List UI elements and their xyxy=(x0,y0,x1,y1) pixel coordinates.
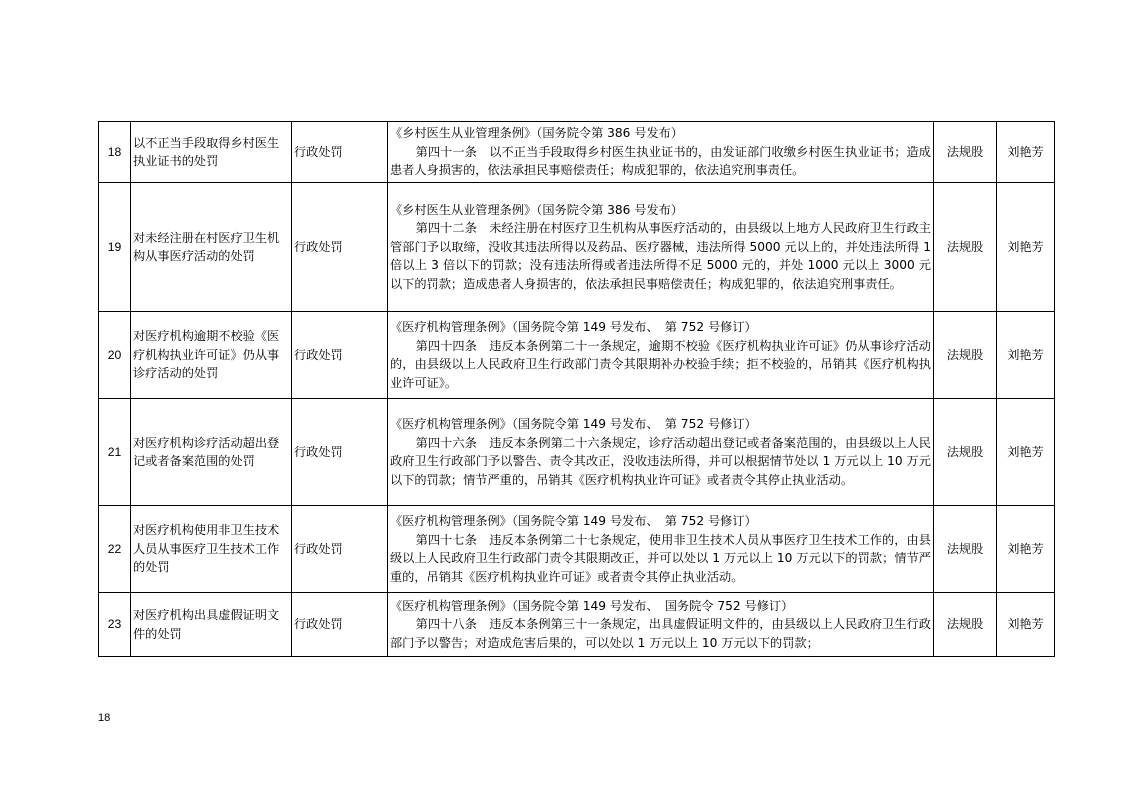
legal-basis xyxy=(388,183,934,312)
department: 法规股 xyxy=(934,312,997,399)
page-number: 18 xyxy=(98,712,111,724)
legal-basis xyxy=(388,312,934,399)
table-row xyxy=(99,312,1055,399)
basis-title: 《医疗机构管理条例》（国务院令第 149 号发布、 国务院令 752 号修订） xyxy=(390,598,794,613)
basis-title: 《乡村医生从业管理条例》（国务院令第 386 号发布） xyxy=(390,126,684,141)
table-row xyxy=(99,122,1055,183)
table-row xyxy=(99,593,1055,657)
table-row xyxy=(99,183,1055,312)
basis-text: 第四十六条 违反本条例第二十六条规定，诊疗活动超出登记或者备案范围的，由县级以上人民政府卫生行政部门予以警告、责令其改正，没收违法所得，并可以根据情节处以 1 万元以上 10 万元以下的罚款；情节严重的，吊销其《医疗机构执业许可证》或者责令其停止执业活动。 xyxy=(390,435,931,487)
legal-basis xyxy=(388,399,934,506)
responsible-person: 刘艳芳 xyxy=(997,312,1055,399)
row-number: 22 xyxy=(99,506,131,593)
penalty-item: 对医疗机构诊疗活动超出登记或者备案范围的处罚 xyxy=(131,399,292,506)
department: 法规股 xyxy=(934,399,997,506)
row-number: 21 xyxy=(99,399,131,506)
legal-basis xyxy=(388,593,934,657)
row-number: 18 xyxy=(99,122,131,183)
basis-text: 第四十七条 违反本条例第二十七条规定，使用非卫生技术人员从事医疗卫生技术工作的，由县级以上人民政府卫生行政部门责令其限期改正，并可以处以 1 万元以上 10 万元以下的罚款；情节严重的，吊销其《医疗机构执业许可证》或者责令其停止执业活动。 xyxy=(390,532,931,584)
penalty-item: 对医疗机构使用非卫生技术人员从事医疗卫生技术工作的处罚 xyxy=(131,506,292,593)
row-number: 20 xyxy=(99,312,131,399)
table-row xyxy=(99,506,1055,593)
penalty-item: 对未经注册在村医疗卫生机构从事医疗活动的处罚 xyxy=(131,183,292,312)
responsible-person: 刘艳芳 xyxy=(997,593,1055,657)
department: 法规股 xyxy=(934,593,997,657)
penalty-type: 行政处罚 xyxy=(292,399,388,506)
legal-basis xyxy=(388,122,934,183)
basis-title: 《乡村医生从业管理条例》（国务院令第 386 号发布） xyxy=(390,202,684,217)
penalty-type: 行政处罚 xyxy=(292,312,388,399)
basis-title: 《医疗机构管理条例》（国务院令第 149 号发布、 第 752 号修订） xyxy=(390,417,757,431)
table-row xyxy=(99,399,1055,506)
department: 法规股 xyxy=(934,122,997,183)
basis-text: 第四十二条 未经注册在村医疗卫生机构从事医疗活动的，由县级以上地方人民政府卫生行政主管部门予以取缔，没收其违法所得以及药品、医疗器械，违法所得 5000 元以上的，并处违法所得 1 倍以上 3 倍以下的罚款；没有违法所得或者违法所得不足 5000 元的，并处 1000 元以上 3000 元以下的罚款；造成患者人身损害的，依法承担民事赔偿责任；构成犯罪的，依法追究刑事责任。 xyxy=(390,221,931,291)
row-number: 23 xyxy=(99,593,131,657)
penalty-type: 行政处罚 xyxy=(292,183,388,312)
penalty-type: 行政处罚 xyxy=(292,122,388,183)
legal-basis xyxy=(388,506,934,593)
penalty-type: 行政处罚 xyxy=(292,506,388,593)
penalty-type: 行政处罚 xyxy=(292,593,388,657)
penalty-table xyxy=(98,121,1055,657)
responsible-person: 刘艳芳 xyxy=(997,122,1055,183)
responsible-person: 刘艳芳 xyxy=(997,399,1055,506)
penalty-item: 以不正当手段取得乡村医生执业证书的处罚 xyxy=(131,122,292,183)
department: 法规股 xyxy=(934,183,997,312)
row-number: 19 xyxy=(99,183,131,312)
penalty-item: 对医疗机构逾期不校验《医疗机构执业许可证》仍从事诊疗活动的处罚 xyxy=(131,312,292,399)
basis-text: 第四十八条 违反本条例第三十一条规定，出具虚假证明文件的，由县级以上人民政府卫生行政部门予以警告；对造成危害后果的，可以处以 1 万元以上 10 万元以下的罚款； xyxy=(390,617,931,650)
basis-title: 《医疗机构管理条例》（国务院令第 149 号发布、 第 752 号修订） xyxy=(390,320,757,334)
basis-text: 第四十一条 以不正当手段取得乡村医生执业证书的，由发证部门收缴乡村医生执业证书；造成患者人身损害的，依法承担民事赔偿责任；构成犯罪的，依法追究刑事责任。 xyxy=(390,144,931,178)
responsible-person: 刘艳芳 xyxy=(997,506,1055,593)
responsible-person: 刘艳芳 xyxy=(997,183,1055,312)
basis-title: 《医疗机构管理条例》（国务院令第 149 号发布、 第 752 号修订） xyxy=(390,514,757,528)
basis-text: 第四十四条 违反本条例第二十一条规定，逾期不校验《医疗机构执业许可证》仍从事诊疗活动的，由县级以上人民政府卫生行政部门责令其限期补办校验手续；拒不校验的，吊销其《医疗机构执业许可证》。 xyxy=(390,338,931,390)
department: 法规股 xyxy=(934,506,997,593)
penalty-item: 对医疗机构出具虚假证明文件的处罚 xyxy=(131,593,292,657)
